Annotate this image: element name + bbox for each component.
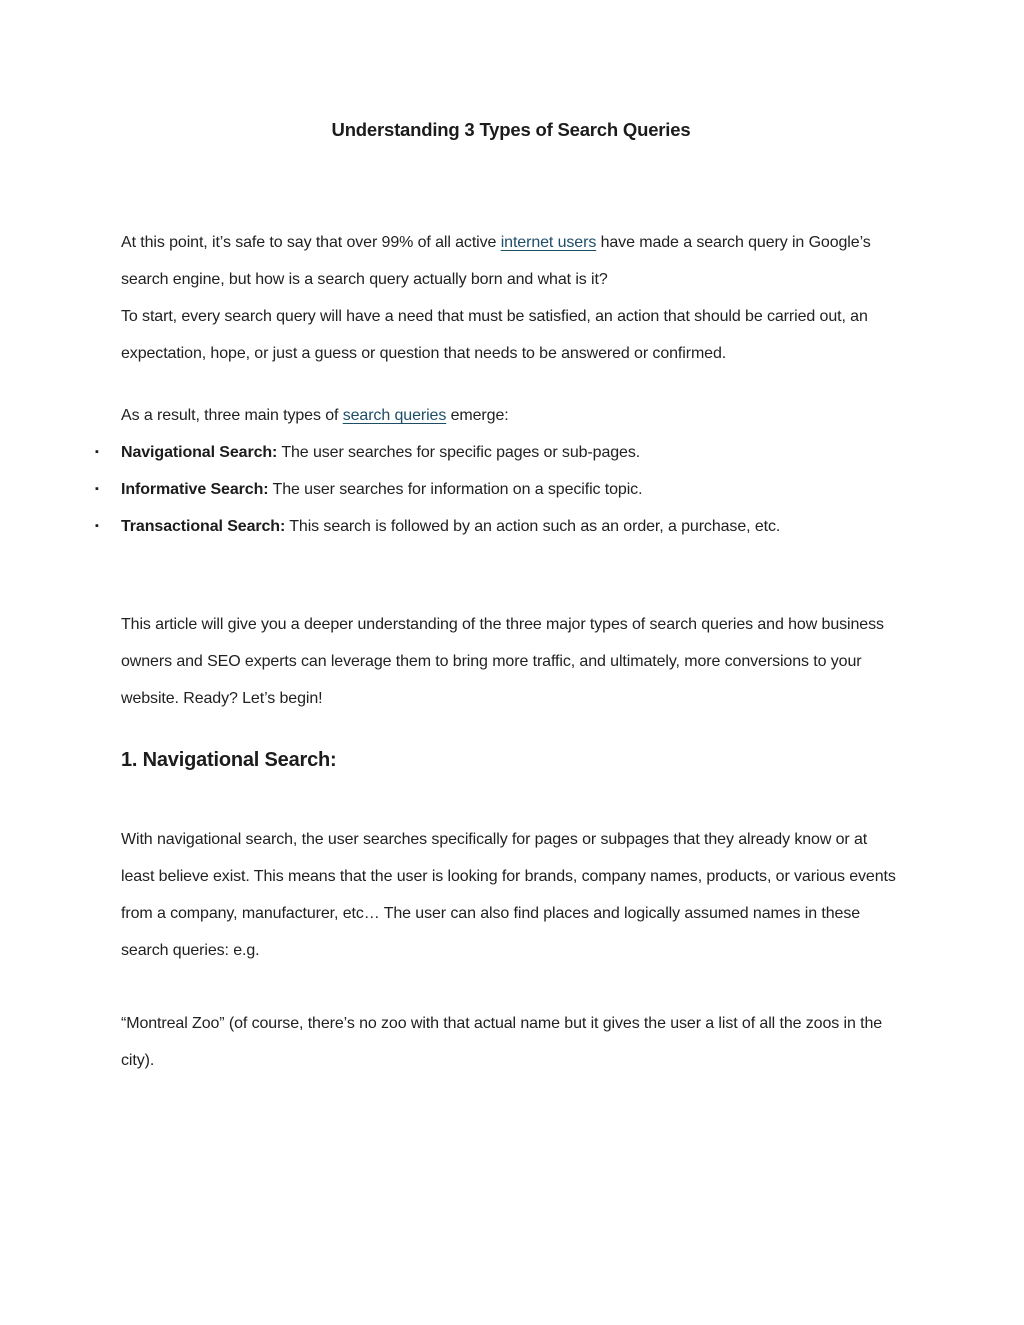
montreal-zoo-example-text: “Montreal Zoo” (of course, there’s no zoo with that actual name but it gives the user a list of all the zoos in the city). xyxy=(121,1015,883,1069)
bullet-text: The user searches for specific pages or sub-pages. xyxy=(277,444,641,461)
navigational-explanation-text: With navigational search, the user searches specifically for pages or subpages that they already know or at least believe exist. This means that the user is looking for brands, company names, products, or various events from a company, manufacturer, etc… The user can also find places and logically assumed names in these search queries: e.g. xyxy=(121,831,896,959)
paragraph-intro xyxy=(121,224,901,298)
bullet-text: The user searches for information on a specific topic. xyxy=(268,481,643,498)
paragraph-article-overview xyxy=(121,606,901,717)
bullet-item-transactional xyxy=(95,508,901,545)
bullet-item-navigational xyxy=(95,434,901,471)
document-title: Understanding 3 Types of Search Queries xyxy=(331,119,691,140)
paragraph-navigational-explanation xyxy=(121,821,901,969)
bullet-text: This search is followed by an action such as an order, a purchase, etc. xyxy=(285,518,781,535)
intro-text-pre: At this point, it’s safe to say that over 99% of all active xyxy=(121,234,501,251)
square-bullet-icon: ▪ xyxy=(95,446,99,458)
as-a-result-pre: As a result, three main types of xyxy=(121,407,343,424)
internet-users-link[interactable]: internet users xyxy=(500,234,597,251)
search-queries-link[interactable]: search queries xyxy=(342,407,447,424)
square-bullet-icon: ▪ xyxy=(95,520,99,532)
section-heading-navigational-search: 1. Navigational Search: xyxy=(121,749,337,771)
bullet-label: Informative Search: xyxy=(121,481,269,498)
square-bullet-icon: ▪ xyxy=(95,483,99,495)
as-a-result-post: emerge: xyxy=(446,407,509,424)
paragraph-as-a-result xyxy=(121,397,901,434)
paragraph-to-start xyxy=(121,298,901,372)
paragraph-montreal-zoo-example xyxy=(121,1005,901,1079)
bullet-label: Transactional Search: xyxy=(121,518,286,535)
article-overview-text: This article will give you a deeper understanding of the three major types of search queries and how business owners and SEO experts can leverage them to bring more traffic, and ultimately, more conversions to your website. Ready? Let’s begin! xyxy=(121,616,884,707)
intro-text-post: have made a search query in Google’s search engine, but how is a search query actually born and what is it? xyxy=(121,234,871,288)
bullet-item-informative xyxy=(95,471,901,508)
to-start-text: To start, every search query will have a need that must be satisfied, an action that should be carried out, an expectation, hope, or just a guess or question that needs to be answered or confirmed. xyxy=(121,308,868,362)
search-types-bullet-list xyxy=(95,434,901,545)
bullet-label: Navigational Search: xyxy=(121,444,278,461)
